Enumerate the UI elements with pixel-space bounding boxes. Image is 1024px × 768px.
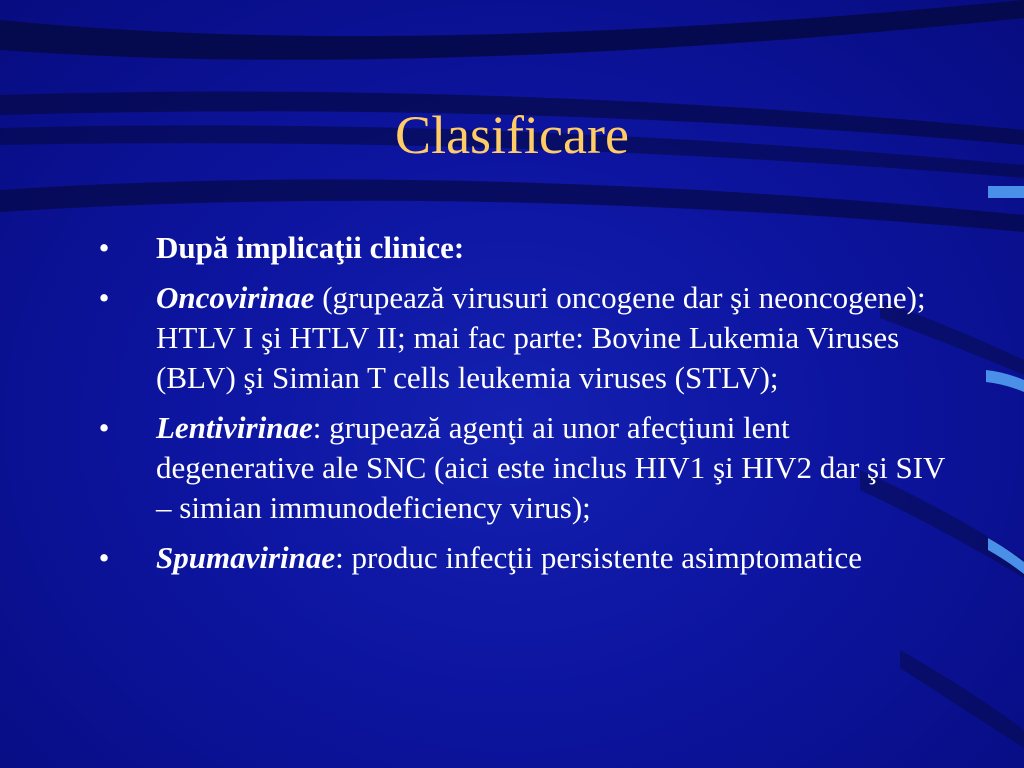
streak-1 — [0, 0, 1024, 60]
bullet-item-clinical — [84, 228, 954, 268]
bullet-icon: • — [98, 410, 110, 445]
bullet-icon: • — [98, 540, 110, 575]
bullet-icon: • — [98, 280, 110, 315]
bullet-heading: Lentivirinae — [156, 410, 313, 445]
bullet-icon: • — [98, 230, 110, 265]
streak-4 — [0, 179, 1024, 232]
bullet-text: : grupează agenţi ai unor afecţiuni lent degenerative ale SNC (aici este inclus HIV1 şi HIV2 dar şi SIV – simian immunodeficiency virus); — [156, 410, 945, 525]
bullet-text: (grupează virusuri oncogene dar şi neoncogene); HTLV I şi HTLV II; mai fac parte: Bovine Lukemia Viruses (BLV) şi Simian T cells leukemia viruses (STLV); — [156, 280, 926, 395]
bullet-heading: Spumavirinae — [156, 540, 336, 575]
accent-bar-2 — [986, 370, 1024, 392]
accent-bar-1 — [988, 186, 1024, 198]
bullet-item-lentivirinae — [84, 408, 954, 528]
streak-7 — [900, 650, 1024, 748]
slide-title: Clasificare — [395, 105, 629, 165]
bullet-heading: După implicaţii clinice: — [156, 230, 465, 265]
bullet-text: : produc infecţii persistente asimptomatice — [335, 540, 862, 575]
bullet-item-oncovirinae — [84, 278, 954, 398]
bullet-item-spumavirinae — [84, 538, 954, 578]
bullet-heading: Oncovirinae — [156, 280, 315, 315]
bullet-list — [84, 228, 954, 588]
